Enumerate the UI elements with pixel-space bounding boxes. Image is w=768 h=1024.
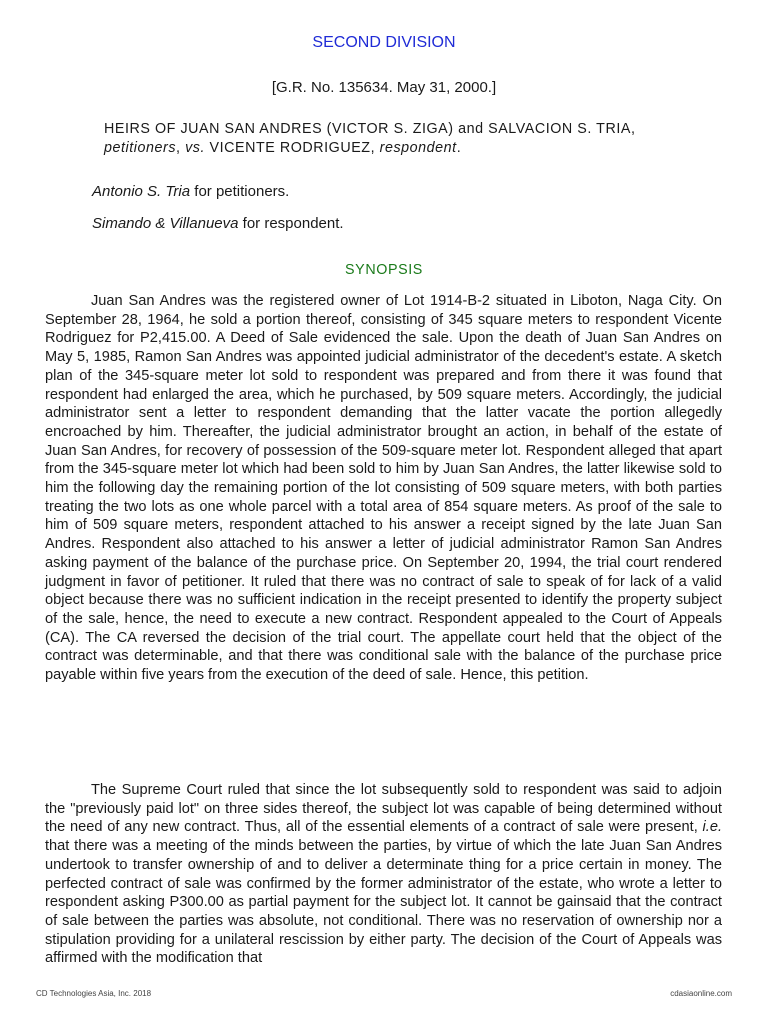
counsel-name: Simando & Villanueva <box>92 215 239 232</box>
petitioners-role: petitioners <box>104 140 177 156</box>
division-heading: SECOND DIVISION <box>312 34 456 51</box>
paragraph-ie: i.e. <box>702 819 722 836</box>
paragraph-text: that there was a meeting of the minds between the parties, by virtue of which the late Juan San Andres undertook to transfer ownership of and to deliver a determinate thing for a price certain in money. The perfected contract of sale was confirmed by the former administrator of the estate, who wrote a letter to respondent asking P300.00 as partial payment for the subject lot. It cannot be gainsaid that the contract of sale between the parties was absolute, not conditional. There was no reservation of ownership nor a stipulation providing for a unilateral rescission by either party. The decision of the Court of Appeals was affirmed with the modification that <box>45 838 722 967</box>
counsel-role: for respondent. <box>238 215 344 232</box>
respondent-role: respondent <box>379 140 457 156</box>
case-number: [G.R. No. 135634. May 31, 2000.] <box>271 79 497 96</box>
counsel-name: Antonio S. Tria <box>92 183 191 200</box>
synopsis-heading: SYNOPSIS <box>345 262 423 278</box>
counsel-petitioners <box>92 183 289 200</box>
synopsis-paragraph-1: Juan San Andres was the registered owner of Lot 1914-B-2 situated in Liboton, Naga City. On September 28, 1964, he sold a portion thereof, consisting of 345 square meters to respondent Vicente Rodriguez for P2,415.00. A Deed of Sale evidenced the sale. Upon the death of Juan San Andres on May 5, 1985, Ramon San Andres was appointed judicial administrator of the decedent's estate. A sketch plan of the 345-square meter lot sold to respondent was prepared and from there it was found that respondent had enlarged the area, which he purchased, by 509 square meters. Accordingly, the judicial administrator sent a letter to respondent demanding that the latter vacate the portion allegedly encroached by him. Thereafter, the judicial administrator brought an action, in behalf of the estate of Juan San Andres, for recovery of possession of the 509-square meter lot. Respondent alleged that apart from the 345-square meter lot which had been sold to him by Juan San Andres, the latter likewise sold to him the following day the remaining portion of the lot consisting of 509 square meters, with both parties treating the two lots as one whole parcel with a total area of 854 square meters. As proof of the sale to him of 509 square meters, respondent attached to his answer a receipt signed by the late Juan San Andres. Respondent also attached to his answer a letter of judicial administrator Ramon San Andres asking payment of the balance of the purchase price. On September 20, 1994, the trial court rendered judgment in favor of petitioner. It ruled that there was no contract of sale to speak of for lack of a valid object because there was no sufficient indication in the receipt presented to identify the property subject of the sale, hence, the need to execute a new contract. Respondent appealed to the Court of Appeals (CA). The CA reversed the decision of the trial court. The appellate court held that the object of the contract was determinable, and that there was conditional sale with the balance of the purchase price payable within five years from the execution of the deed of sale. Hence, this petition. <box>45 293 722 684</box>
paragraph-text: The Supreme Court ruled that since the lot subsequently sold to respondent was said to adjoin the "previously paid lot" on three sides thereof, the subject lot was capable of being determined without the need of any new contract. Thus, all of the essential elements of a contract of sale were present, <box>45 782 722 836</box>
petitioners-names: HEIRS OF JUAN SAN ANDRES (VICTOR S. ZIGA) and SALVACION S. TRIA <box>104 121 631 137</box>
footer-publisher: CD Technologies Asia, Inc. 2018 <box>36 989 152 998</box>
case-parties: HEIRS OF JUAN SAN ANDRES (VICTOR S. ZIGA) and SALVACION S. TRIA, petitioners, vs. VICENTE RODRIGUEZ, respondent. <box>104 121 636 156</box>
versus-label: vs. <box>185 140 205 156</box>
footer-website: cdasiaonline.com <box>670 989 732 998</box>
respondent-name: VICENTE RODRIGUEZ <box>209 140 371 156</box>
counsel-respondent <box>92 215 344 232</box>
synopsis-paragraph-2 <box>45 781 722 968</box>
counsel-role: for petitioners. <box>190 183 290 200</box>
